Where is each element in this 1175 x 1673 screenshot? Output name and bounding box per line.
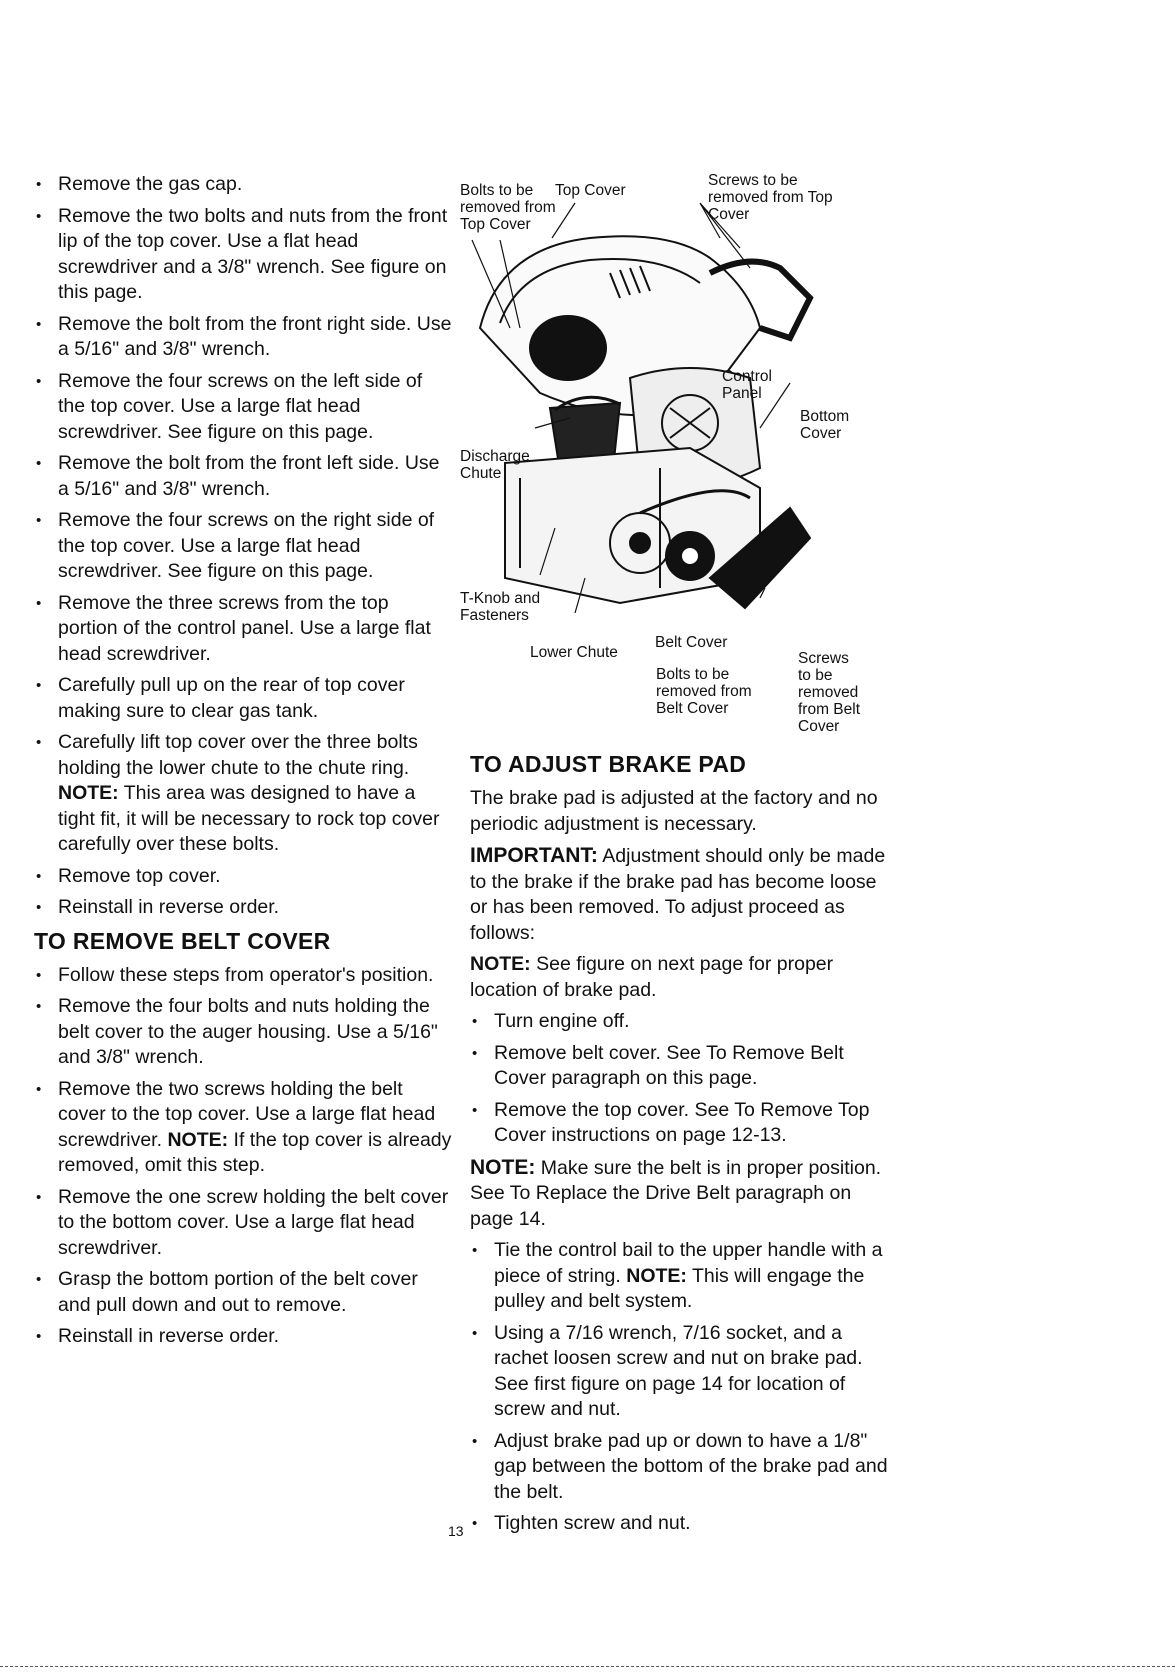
label-tknob-fasteners: T-Knob and Fasteners — [460, 590, 541, 624]
brake-steps-b — [470, 1238, 890, 1537]
bottom-rule — [0, 1666, 1175, 1667]
list-item-with-note — [470, 1238, 890, 1315]
label-bottom-cover: Bottom Cover — [800, 408, 850, 442]
list-item-text: Remove the two screws holding the belt cover to the top cover. Use a large flat head screwdriver. — [58, 1077, 436, 1151]
list-item: • Remove the two bolts and nuts from the front lip of the top cover. Use a flat head screwdriver and a 3/8" wrench. See figure on this page. — [34, 204, 452, 306]
list-item-text: Carefully lift top cover over the three bolts holding the lower chute to the chute ring. — [58, 731, 418, 779]
list-item: • Using a 7/16 wrench, 7/16 socket, and a rachet loosen screw and nut on brake pad. See first figure on page 14 for location of screw and nut. — [470, 1321, 890, 1423]
note-text: See figure on next page for proper location of brake pad. — [470, 953, 834, 1001]
note-label: NOTE: — [470, 953, 531, 975]
note-label: NOTE: — [470, 1155, 536, 1179]
list-item: • Remove the four screws on the left side of the top cover. Use a large flat head screwdriver. See figure on this page. — [34, 369, 452, 446]
top-cover-steps — [34, 172, 452, 921]
page-number: 13 — [448, 1523, 464, 1539]
note-text: Make sure the belt is in proper position. See To Replace the Drive Belt paragraph on page 14. — [470, 1156, 882, 1230]
note-label: NOTE: — [167, 1128, 229, 1151]
snowthrower-figure — [460, 172, 890, 748]
list-item: • Grasp the bottom portion of the belt cover and pull down and out to remove. — [34, 1267, 452, 1318]
list-item-with-note — [34, 730, 452, 858]
list-item: • Remove the bolt from the front right side. Use a 5/16" and 3/8" wrench. — [34, 312, 452, 363]
label-bolts-belt-cover: Bolts to be removed from Belt Cover — [656, 666, 752, 717]
list-item: • Tighten screw and nut. — [470, 1511, 890, 1537]
label-lower-chute: Lower Chute — [530, 644, 618, 661]
list-item: • Remove belt cover. See To Remove Belt Cover paragraph on this page. — [470, 1041, 890, 1092]
brake-pad-heading: TO ADJUST BRAKE PAD — [470, 751, 747, 777]
label-discharge-chute: Discharge Chute — [460, 448, 530, 482]
important-label: IMPORTANT: — [470, 844, 598, 867]
list-item: • Remove the top cover. See To Remove Top Cover instructions on page 12-13. — [470, 1098, 890, 1149]
list-item: • Carefully pull up on the rear of top cover making sure to clear gas tank. — [34, 673, 452, 724]
brake-intro: The brake pad is adjusted at the factory and no periodic adjustment is necessary. — [470, 787, 878, 835]
label-bolts-top-cover: Bolts to be removed from Top Cover — [460, 182, 556, 233]
important-paragraph — [470, 843, 890, 946]
belt-cover-heading: TO REMOVE BELT COVER — [34, 927, 331, 954]
list-item: • Adjust brake pad up or down to have a 1/8" gap between the bottom of the brake pad and the belt. — [470, 1429, 890, 1506]
list-item: • Follow these steps from operator's position. — [34, 963, 452, 989]
note-paragraph — [470, 1155, 890, 1233]
list-item: • Turn engine off. — [470, 1009, 890, 1035]
note-label: NOTE: — [626, 1264, 687, 1287]
left-column — [34, 172, 452, 1356]
label-control-panel: Control Panel — [722, 368, 772, 402]
label-screws-belt-cover: Screws to be removed from Belt Cover — [798, 650, 861, 735]
label-screws-top-cover: Screws to be removed from Top Cover — [708, 172, 833, 223]
list-item: • Reinstall in reverse order. — [34, 1324, 452, 1350]
note-text: If the top cover is already removed, omit this step. — [58, 1128, 452, 1176]
list-item-with-note — [34, 1077, 452, 1179]
note-text: This will engage the pulley and belt system. — [494, 1264, 865, 1312]
list-item: • Remove the four bolts and nuts holding the belt cover to the auger housing. Use a 5/16" and 3/8" wrench. — [34, 994, 452, 1071]
list-item: • Remove the bolt from the front left side. Use a 5/16" and 3/8" wrench. — [34, 451, 452, 502]
list-item: • Remove top cover. — [34, 864, 452, 890]
note-text: This area was designed to have a tight fit, it will be necessary to rock top cover carefully over these bolts. — [58, 782, 440, 855]
important-text: Adjustment should only be made to the brake if the brake pad has become loose or has been removed. To adjust proceed as follows: — [470, 845, 886, 944]
note-paragraph — [470, 952, 890, 1003]
brake-steps-a — [470, 1009, 890, 1149]
list-item: • Remove the one screw holding the belt cover to the bottom cover. Use a large flat head screwdriver. — [34, 1185, 452, 1262]
list-item: • Remove the gas cap. — [34, 172, 452, 198]
list-item: • Reinstall in reverse order. — [34, 895, 452, 921]
list-item: • Remove the four screws on the right side of the top cover. Use a large flat head screwdriver. See figure on this page. — [34, 508, 452, 585]
label-belt-cover: Belt Cover — [655, 634, 728, 651]
label-top-cover: Top Cover — [555, 182, 626, 199]
right-column — [470, 748, 890, 1543]
list-item: • Remove the three screws from the top portion of the control panel. Use a large flat head screwdriver. — [34, 591, 452, 668]
note-label: NOTE: — [58, 782, 119, 804]
list-item-text: Tie the control bail to the upper handle with a piece of string. — [494, 1239, 883, 1287]
belt-cover-steps — [34, 963, 452, 1350]
